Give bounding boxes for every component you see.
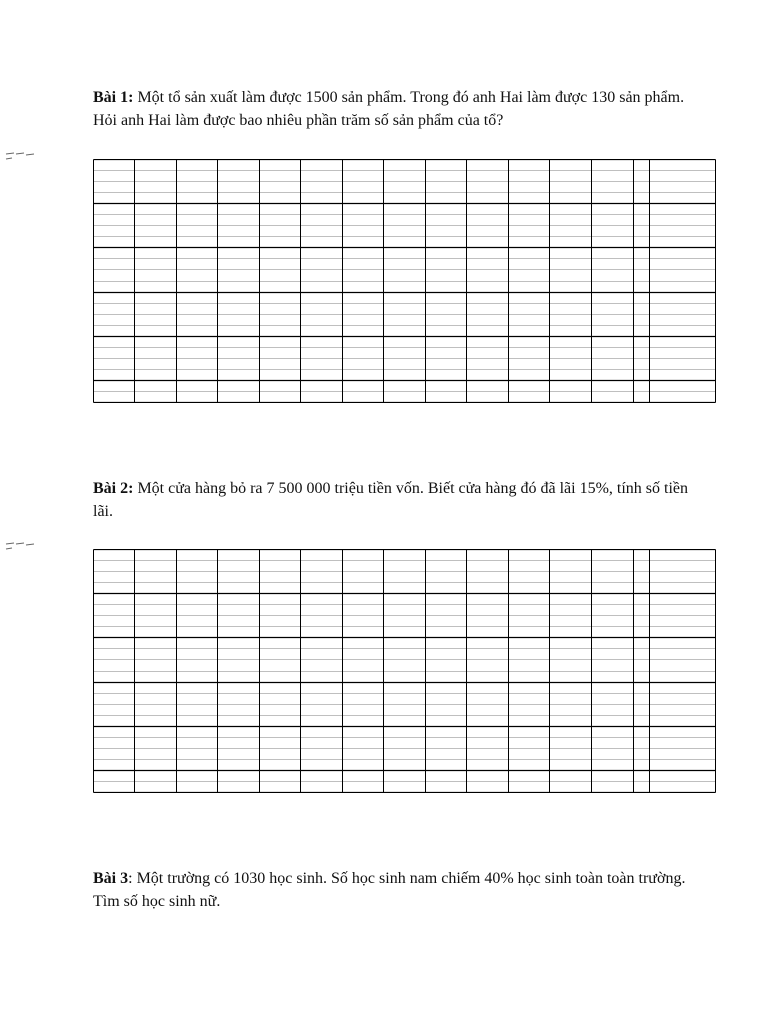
problem-3 bbox=[93, 867, 693, 913]
problem-3-label: Bài 3 bbox=[93, 870, 129, 887]
problem-2 bbox=[93, 477, 693, 523]
margin-scribble-icon bbox=[4, 540, 36, 552]
grid-lines bbox=[93, 549, 716, 793]
margin-scribble-icon bbox=[4, 150, 36, 162]
problem-2-text: Một cửa hàng bỏ ra 7 500 000 triệu tiền vốn. Biết cửa hàng đó đã lãi 15%, tính số tiền lãi. bbox=[93, 480, 689, 520]
problem-2-label: Bài 2: bbox=[93, 480, 134, 497]
problem-3-text: : Một trường có 1030 học sinh. Số học sinh nam chiếm 40% học sinh toàn toàn trường. Tìm số học sinh nữ. bbox=[93, 870, 686, 910]
problem-1 bbox=[93, 86, 693, 132]
answer-grid-1 bbox=[93, 159, 716, 403]
answer-grid-2 bbox=[93, 549, 716, 793]
grid-lines bbox=[93, 159, 716, 403]
problem-1-text: Một tổ sản xuất làm được 1500 sản phẩm. Trong đó anh Hai làm được 130 sản phẩm. Hỏi anh Hai làm được bao nhiêu phần trăm số sản phẩm của tổ? bbox=[93, 89, 685, 129]
problem-1-label: Bài 1: bbox=[93, 89, 134, 106]
